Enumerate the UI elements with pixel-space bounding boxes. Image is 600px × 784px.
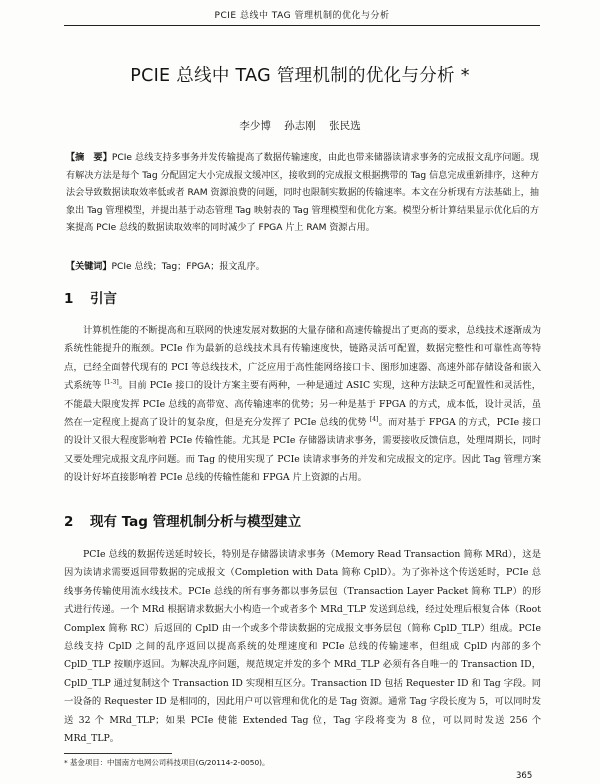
author-name: 孙志刚 [284, 120, 316, 132]
section-number: 1 [64, 291, 74, 307]
body-text-segment: 。目前 PCIe 接口的设计方案主要有两种，一种是通过 ASIC 实现，这种方法缺乏可配置性和灵活性，不能最大限度发挥 PCIe 总线的高带宽、高传输速率的优势；另一种是基于 FPGA 的方式，成本低，设计灵活，虽然在一定程度上提高了设计的复杂度，但是充分发挥了 PCIe 总线的优势 [64, 380, 541, 429]
section-2-heading [64, 512, 301, 532]
paper-title: PCIE 总线中 TAG 管理机制的优化与分析 * [130, 66, 470, 86]
author-list [60, 118, 540, 134]
section-title: 现有 Tag 管理机制分析与模型建立 [90, 514, 302, 530]
section-number: 2 [64, 514, 74, 530]
author-name: 李少博 [239, 120, 271, 132]
abstract-label: 【摘 要】 [66, 153, 112, 163]
keywords-label: 【关键词】 [66, 262, 112, 272]
body-text-segment: 计算机性能的不断提高和互联网的快速发展对数据的大量存储和高速传输提出了更高的要求，总线技术逐渐成为系统性能提升的瓶颈。PCIe 作为最新的总线技术具有传输速度快，链路灵活可配置，数据完整性和可靠性高等特点，已经全面替代现有的 PCI 等总线技术，广泛应用于高性能网络接口卡、图形加速器、高速外部存储设备和嵌入式系统等 [64, 325, 541, 392]
keywords [66, 259, 539, 275]
page-number: 365 [516, 771, 533, 781]
section-title: 引言 [90, 291, 117, 307]
body-text-segment: 。而对基于 FPGA 的方式，PCIe 接口的设计又很大程度影响着 PCIe 传输性能。尤其是 PCIe 存储器读请求事务，需要接收反馈信息，处理周期长，同时又要处理完成报文乱序问题。而 Tag 的使用实现了 PCIe 读请求事务的并发和完成报文的定序。因此 Tag 管理方案的设计好坏直接影响着 PCIe 总线的传输性能和 FPGA 片上资源的占用。 [64, 417, 541, 484]
footnote: * 基金项目：中国南方电网公司科技项目(G/20114-2-0050)。 [64, 758, 270, 767]
abstract [66, 150, 539, 238]
section-1-paragraph [64, 322, 541, 488]
keywords-text: PCIe 总线；Tag；FPGA；报文乱序。 [111, 262, 265, 272]
footnote-divider [64, 753, 172, 754]
citation: [4] [369, 415, 379, 423]
abstract-text: PCIe 总线支持多事务并发传输提高了数据传输速度，由此也带来储器读请求事务的完成报文乱序问题。现有解决方法是每个 Tag 分配固定大小完成报文缓冲区，接收到的完成报文根据携带的 Tag 信息完成重新排序，这种方法会导致数据读取效率低或者 RAM 资源浪费的问题，同时也限制实数据的传输速率。本文在分析现有方法基础上，抽象出 Tag 管理模型，并提出基于动态管理 Tag 映射表的 Tag 管理模型和优化方案。模型分析计算结果显示优化后的方案提高 PCIe 总线的数据读取效率的同时减少了 FPGA 片上 RAM 资源占用。 [66, 153, 539, 233]
section-2-paragraph: PCIe 总线的数据传送延时较长，特别是存储器读请求事务（Memory Read Transaction 简称 MRd），这是因为读请求需要返回带数据的完成报文（Completion with Data 简称 CplD）。为了弥补这个传送延时，PCIe 总线事务传输使用流水线技术。PCIe 总线的所有事务都以事务层包（Transaction Layer Packet 简称 TLP）的形式进行传递。一个 MRd 根据请求数据大小构造一个或者多个 MRd_TLP 发送到总线，经过处理后根复合体（Root Complex 简称 RC）后返回的 CplD 由一个或多个带读数据的完成报文事务层包（简称 CplD_TLP）组成。PCIe 总线支持 CplD 之间的乱序返回以提高系统的处理速度和 PCIe 总线的传输速率，但组成 CplD 内部的多个 CplD_TLP 按顺序返回。为解决乱序问题，规范规定并发的多个 MRd_TLP 必须有各自唯一的 Transaction ID，CplD_TLP 通过复制这个 Transaction ID 实现相互区分。Transaction ID 包括 Requester ID 和 Tag 字段。同一设备的 Requester ID 是相同的，因此用户可以管理和优化的是 Tag 资源。通常 Tag 字段长度为 5，可以同时发送 32 个 MRd_TLP；如果 PCIe 使能 Extended Tag 位，Tag 字段将变为 8 位，可以同时发送 256 个 MRd_TLP。 [64, 549, 541, 745]
section-1-heading [64, 289, 117, 309]
running-head: PCIE 总线中 TAG 管理机制的优化与分析 [64, 8, 540, 26]
author-name: 张民选 [329, 120, 361, 132]
citation: [1-3] [104, 379, 119, 387]
